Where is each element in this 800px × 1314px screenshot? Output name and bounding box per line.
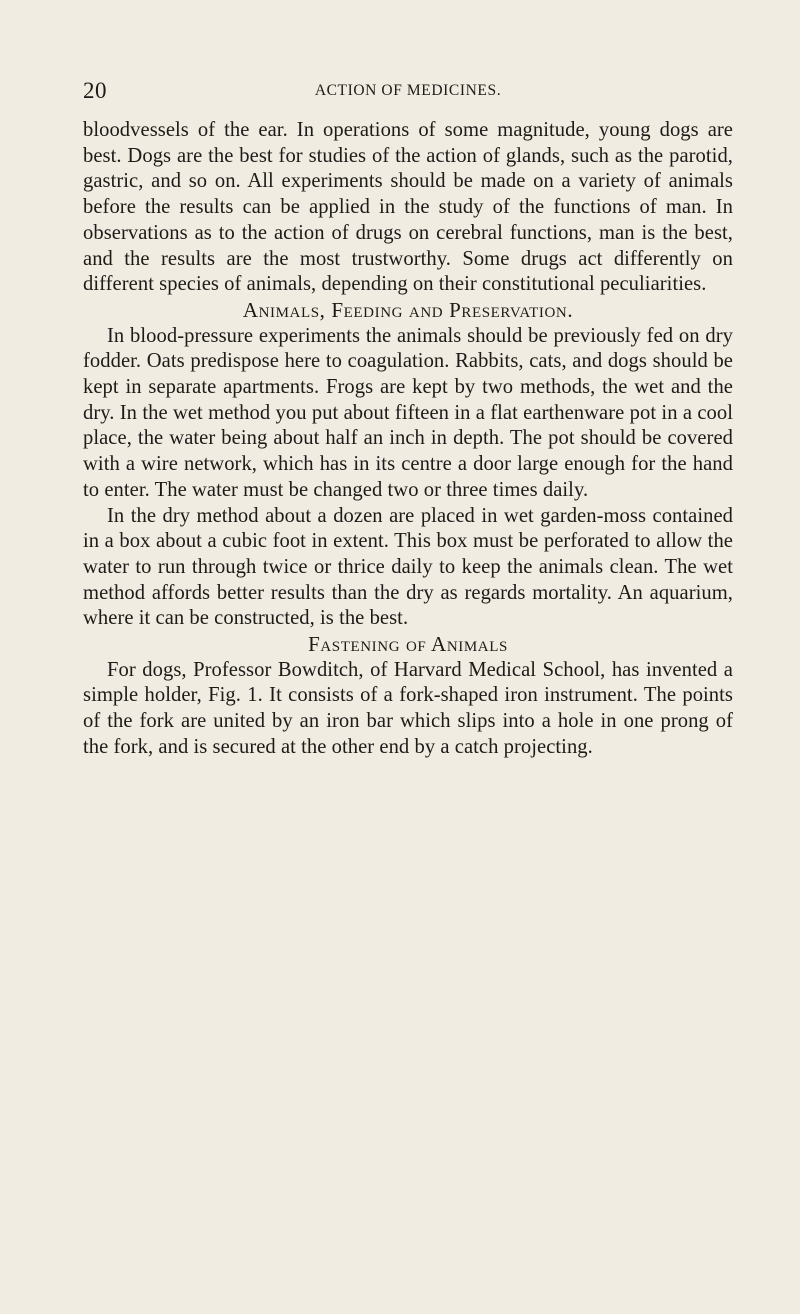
paragraph-continued: bloodvessels of the ear. In operations of some magnitude, young dogs are best. Dogs are the best for studies of the action of glands, such as the parotid, gastric, and so on. All experiments should be made on a variety of animals before the results can be applied in the study of the functions of man. In observations as to the action of drugs on cerebral functions, man is the best, and the results are the most trustworthy. Some drugs act differently on different species of animals, depending on their constitutional peculiarities.: [83, 119, 733, 296]
section-heading-fastening: Fastening of Animals: [308, 632, 508, 657]
page-number: 20: [83, 78, 107, 103]
paragraph-bowditch-holder: For dogs, Professor Bowditch, of Harvard Medical School, has invented a simple holder, Fig. 1. It consists of a fork-shaped iron instrument. The points of the fork are united by an iron bar which slips into a hole in one prong of the fork, and is secured at the other end by a catch projecting.: [83, 658, 733, 758]
body-text: [83, 118, 733, 761]
running-head: [83, 78, 733, 108]
paragraph-dry-method: In the dry method about a dozen are placed in wet garden-moss contained in a box about a cubic foot in extent. This box must be perforated to allow the water to run through twice or thrice daily to keep the animals clean. The wet method affords better results than the dry as regards mortality. An aquarium, where it can be constructed, is the best.: [83, 504, 733, 630]
running-title: ACTION OF MEDICINES.: [314, 82, 502, 99]
paragraph-blood-pressure: In blood-pressure experiments the animals should be previously fed on dry fodder. Oats predispose here to coagulation. Rabbits, cats, and dogs should be kept in separate apartments. Frogs are kept by two methods, the wet and the dry. In the wet method you put about fifteen in a flat earthenware pot in a cool place, the water being about half an inch in depth. The pot should be covered with a wire network, which has in its centre a door large enough for the hand to enter. The water must be changed two or three times daily.: [83, 324, 733, 501]
section-heading-animals-feeding: Animals, Feeding and Preservation.: [242, 297, 574, 322]
